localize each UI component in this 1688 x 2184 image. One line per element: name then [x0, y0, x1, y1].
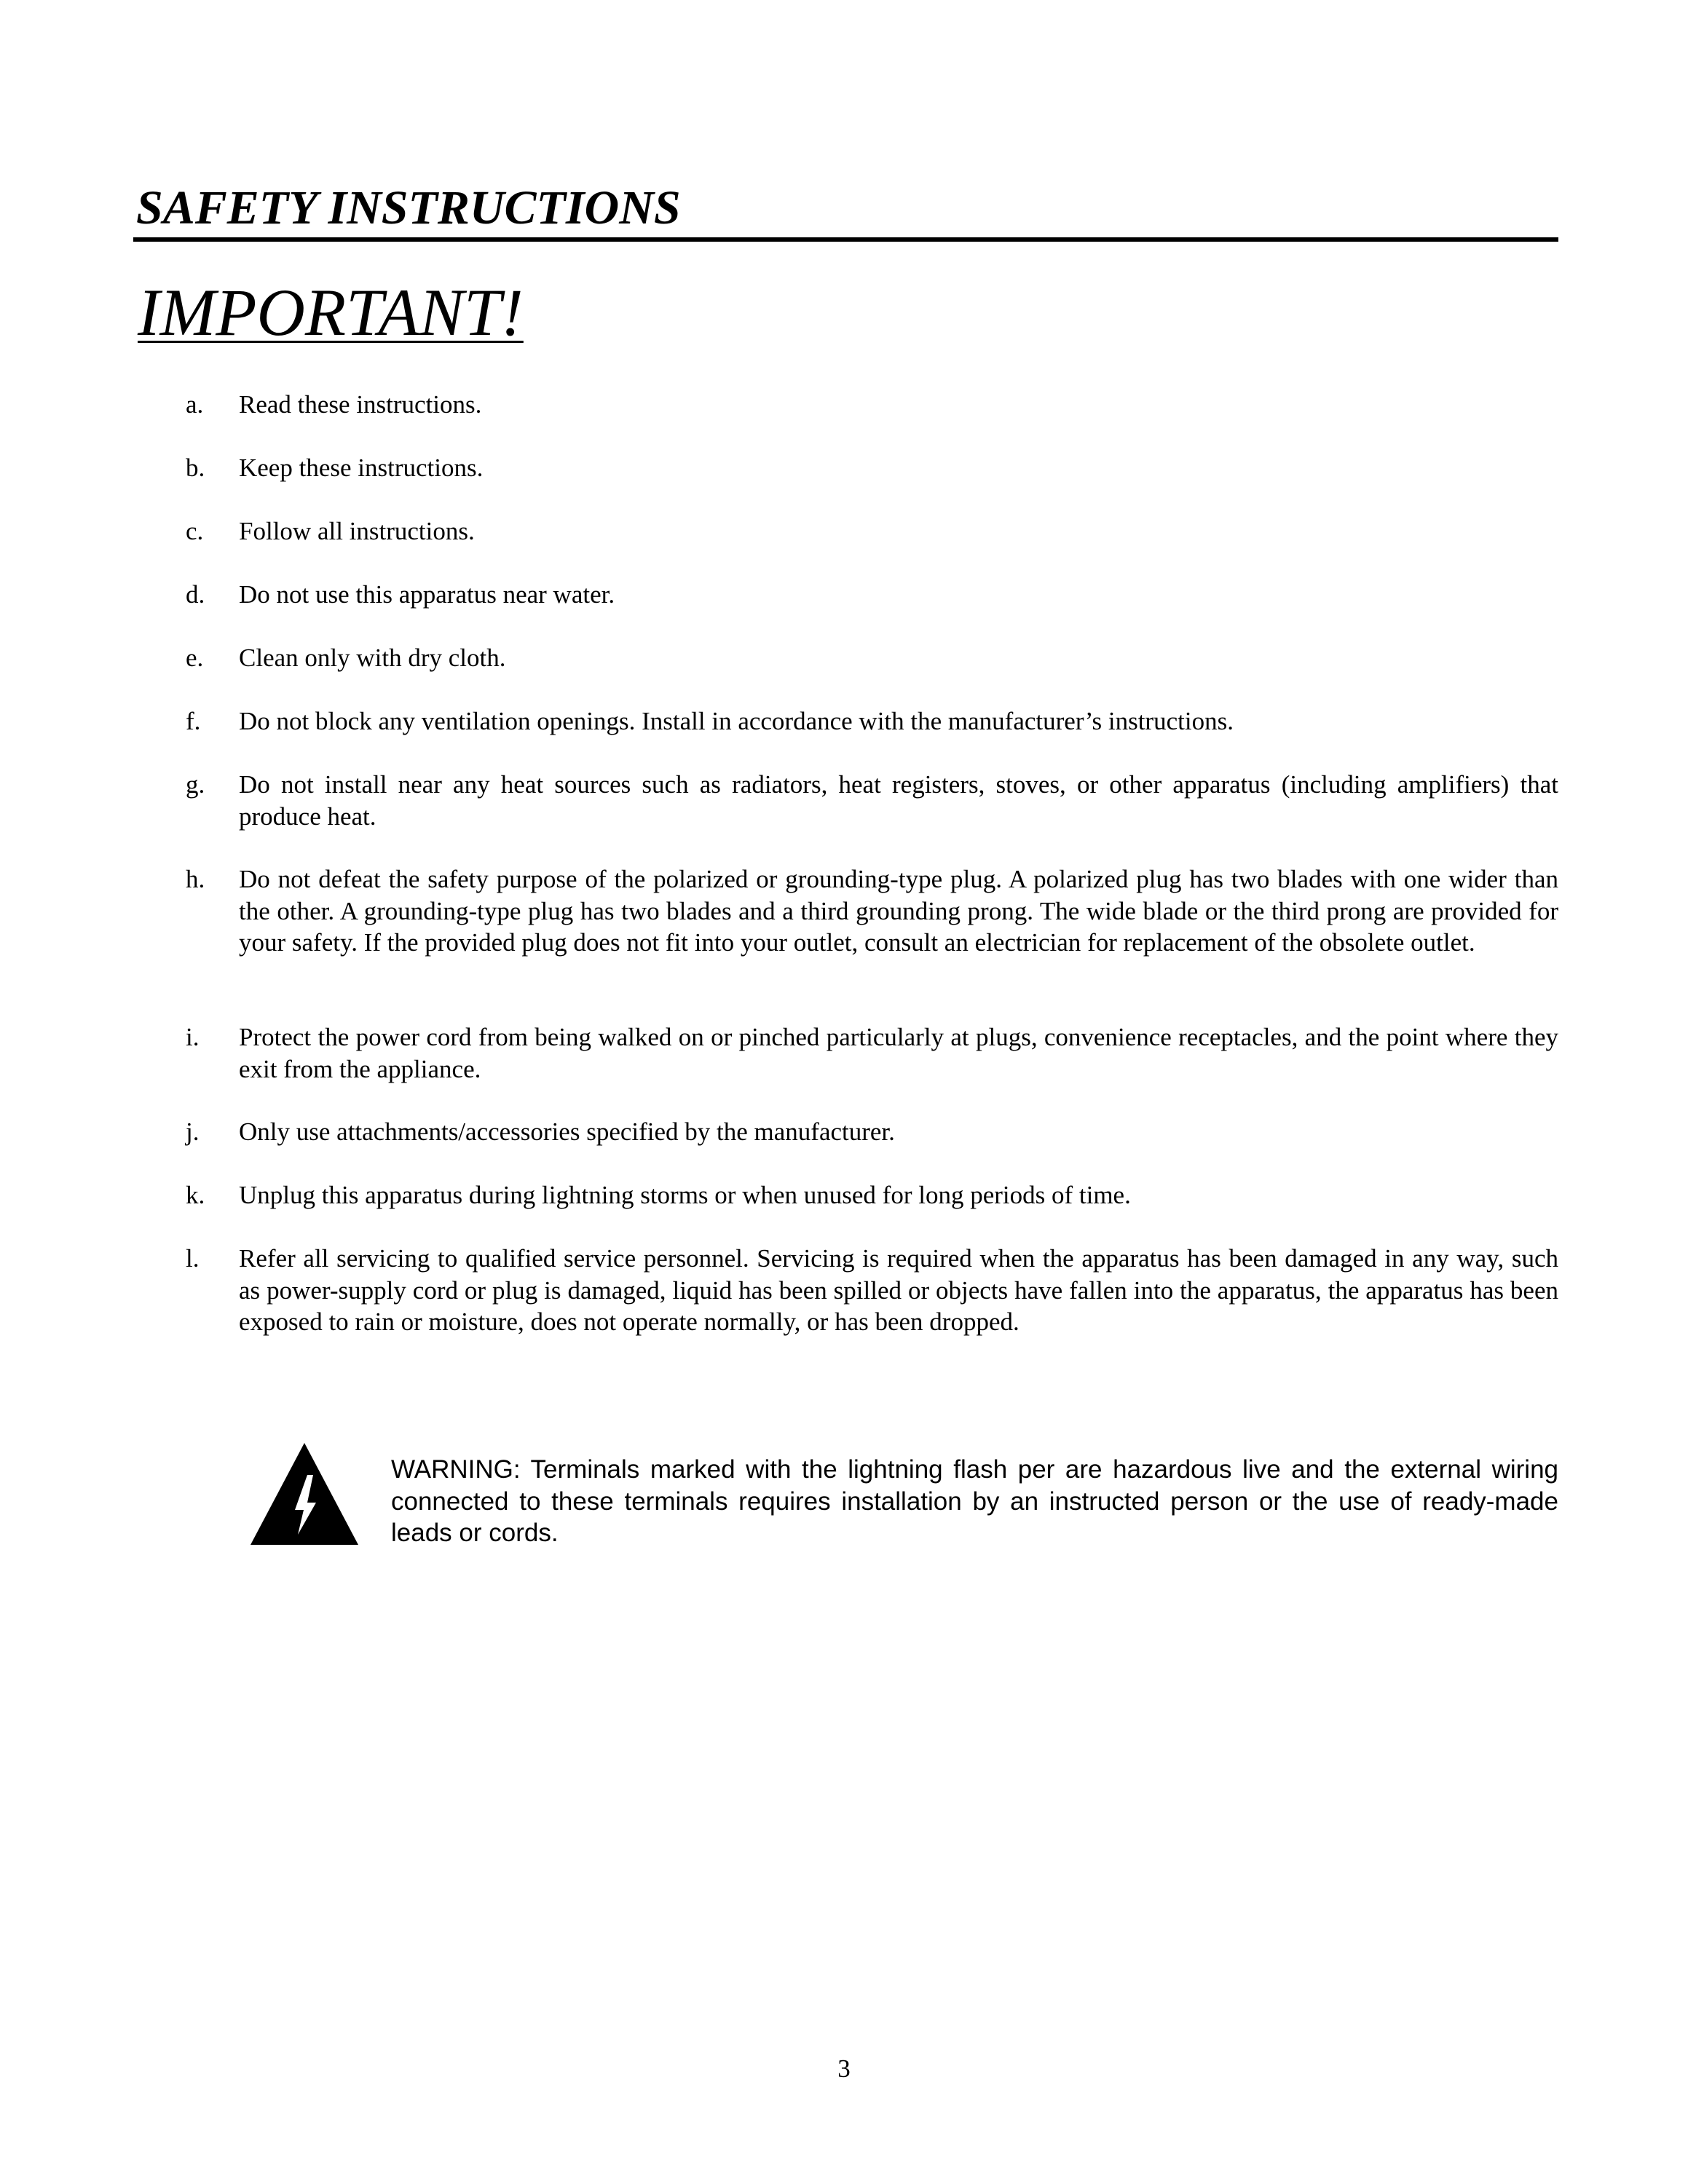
instruction-text: Clean only with dry cloth. [239, 644, 506, 672]
instruction-marker: a. [186, 390, 204, 419]
instruction-text: Protect the power cord from being walked on or pinched particularly at plugs, convenience receptacles, and the point where they exit from the appliance. [239, 1023, 1558, 1083]
instruction-text: Unplug this apparatus during lightning storms or when unused for long periods of time. [239, 1181, 1131, 1209]
page-number: 3 [837, 2054, 851, 2083]
instruction-marker: e. [186, 644, 204, 672]
section-title: SAFETY INSTRUCTIONS [136, 181, 681, 234]
instruction-marker: c. [186, 517, 204, 545]
instruction-marker: k. [186, 1181, 205, 1209]
instruction-marker: h. [186, 865, 205, 893]
instruction-marker: b. [186, 454, 205, 482]
instruction-marker: d. [186, 580, 205, 609]
lightning-warning-icon [249, 1441, 360, 1546]
instruction-text: Do not use this apparatus near water. [239, 580, 615, 609]
instruction-marker: g. [186, 770, 205, 799]
instruction-text: Only use attachments/accessories specified by the manufacturer. [239, 1117, 895, 1146]
instruction-text: Do not defeat the safety purpose of the polarized or grounding-type plug. A polarized plug has two blades with one wider than the other. A grounding-type plug has two blades and a third grounding prong. The wide blade or the third prong are provided for your safety. If the provided plug does not fit into your outlet, consult an electrician for replacement of the obsolete outlet. [239, 865, 1558, 957]
instruction-text: Refer all servicing to qualified service personnel. Servicing is required when the apparatus has been damaged in any way, such as power-supply cord or plug is damaged, liquid has been spilled or objects have fallen into the apparatus, the apparatus has been exposed to rain or moisture, does not operate normally, or has been dropped. [239, 1244, 1558, 1336]
instruction-text: Read these instructions. [239, 390, 482, 419]
warning-text: WARNING: Terminals marked with the lightning flash per are hazardous live and the external wiring connected to these terminals requires installation by an instructed person or the use of ready-made leads or cords. [391, 1455, 1558, 1547]
instruction-marker: j. [186, 1117, 200, 1146]
instruction-text: Follow all instructions. [239, 517, 475, 545]
important-heading: IMPORTANT! [138, 275, 524, 349]
instruction-text: Keep these instructions. [239, 454, 484, 482]
instruction-text: Do not install near any heat sources such as radiators, heat registers, stoves, or other apparatus (including amplifiers) that produce heat. [239, 770, 1558, 831]
instruction-marker: f. [186, 707, 201, 735]
instruction-marker: i. [186, 1023, 200, 1051]
title-rule [133, 237, 1558, 242]
instruction-text: Do not block any ventilation openings. Install in accordance with the manufacturer’s instructions. [239, 707, 1234, 735]
instruction-marker: l. [186, 1244, 200, 1273]
